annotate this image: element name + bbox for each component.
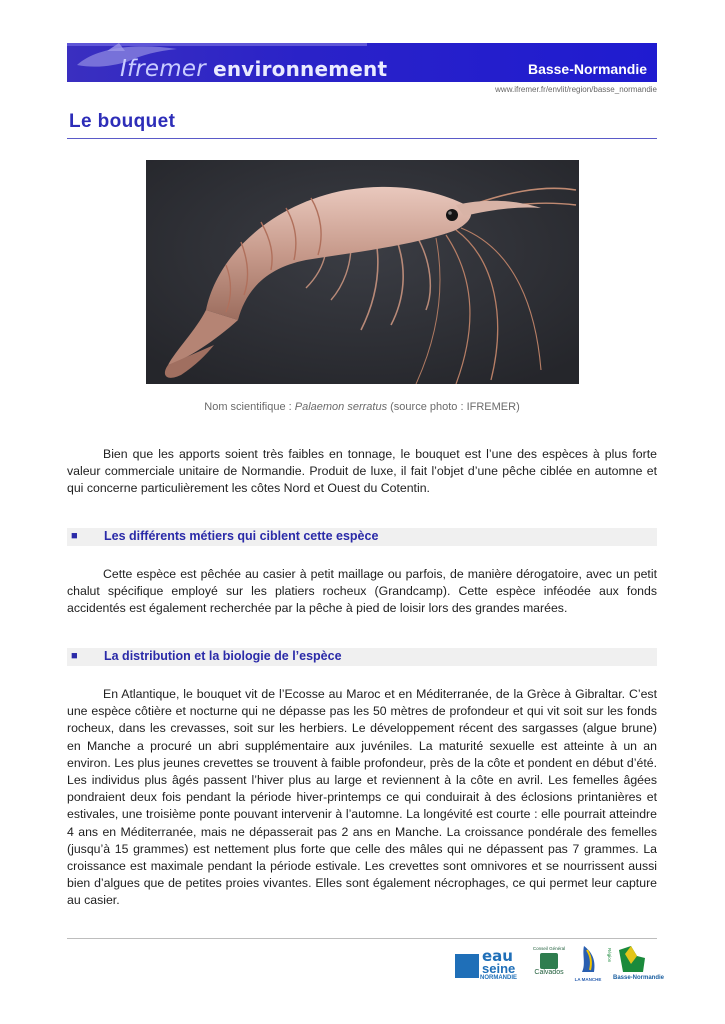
logo-calvados-top: Conseil Général xyxy=(532,946,566,951)
logo-region-basse-normandie-icon xyxy=(607,946,665,984)
region-label: Basse-Normandie xyxy=(527,61,647,77)
bullet-square-icon: ■ xyxy=(71,650,78,662)
shrimp-illustration-icon xyxy=(146,160,579,384)
section-header-metiers xyxy=(67,528,657,546)
logo-calvados-icon xyxy=(529,946,569,984)
brand-environnement: environnement xyxy=(213,57,388,81)
bullet-square-icon: ■ xyxy=(71,530,78,542)
brand-ifremer: Ifremer xyxy=(120,56,206,82)
caption-species: Palaemon serratus xyxy=(294,401,388,413)
logo-region-top: Région xyxy=(607,948,612,963)
section-header-distribution xyxy=(67,648,657,666)
section-title-metiers: Les différents métiers qui ciblent cette espèce xyxy=(104,529,379,543)
footer-divider xyxy=(67,938,657,939)
region-shape-icon xyxy=(617,946,647,974)
section-text-metiers: Cette espèce est pêchée au casier à petit maillage ou parfois, de manière dérogatoire, avec un petit chalut spécifique employé sur les platiers rocheux (Grandcamp). Cette espèce inféodée aux fonds accidentés est également recherchée par la pêche à pied de loisir lors des grandes marées. xyxy=(67,567,657,616)
logo-eau-seine-normandie-icon xyxy=(455,948,525,982)
logo-normandie-text: NORMANDIE xyxy=(480,975,517,981)
partner-logos xyxy=(455,946,665,984)
logo-la-manche-icon xyxy=(573,946,603,984)
page-title: Le bouquet xyxy=(69,111,176,132)
caption-prefix: Nom scientifique : xyxy=(204,401,295,413)
header-banner xyxy=(67,43,657,82)
logo-eau-text: eau xyxy=(482,947,513,965)
logo-manche-text: LA MANCHE xyxy=(574,977,602,982)
logo-region-text: Basse-Normandie xyxy=(613,975,665,981)
title-divider xyxy=(67,138,657,139)
shrimp-photo xyxy=(146,160,579,384)
logo-calvados-text: Calvados xyxy=(534,969,564,976)
manche-shape-icon xyxy=(578,946,598,972)
caption-suffix: (source photo : IFREMER) xyxy=(387,401,520,413)
brand-name xyxy=(120,56,387,82)
intro-paragraph: Bien que les apports soient très faibles en tonnage, le bouquet est l’une des espèces à plus forte valeur commerciale unitaire de Normandie. Produit de luxe, il fait l’objet d’une pêche ciblée en automne et qui concerne particulièrement les côtes Nord et Ouest du Cotentin. xyxy=(67,447,657,496)
logo-seine-text: seine xyxy=(482,961,516,976)
header-url[interactable]: www.ifremer.fr/envlit/region/basse_normandie xyxy=(495,85,657,94)
photo-caption xyxy=(67,401,657,413)
section-text-distribution: En Atlantique, le bouquet vit de l’Ecosse au Maroc et en Méditerranée, de la Grèce à Gibraltar. C’est une espèce côtière et nocturne qui ne dépasse pas les 50 mètres de profondeur et qui vit soit sur les fonds rocheux, dans les crevasses, soit sur les herbiers. Le développement récent des sargasses (algue brune) en Manche a procuré un abri supplémentaire aux juvéniles. La maturité sexuelle est atteinte à un an environ. Les plus jeunes crevettes se trouvent à faible profondeur, près de la côte et pondent en début d’été. Les individus plus âgés passent l’hiver plus au large et reviennent à la côte en avril. Les femelles âgées pondraient deux fois pendant la période hiver-printemps ce qui conduirait à des éclosions printanières et estivales, une troisième ponte pouvant intervenir à l’automne. La longévité est courte : elle pourrait atteindre 4 ans en Méditerranée, mais ne dépasserait pas 2 ans en Manche. La croissance pondérale des femelles (jusqu’à 15 grammes) est nettement plus forte que celle des mâles qui ne dépassent pas 7 grammes. La croissance est maximale pendant la période estivale. Les crevettes sont omnivores et se nourrissent aussi bien d’algues que de petites proies vivantes. Elles sont également nécrophages, ce qui permet leur capture au casier. xyxy=(67,687,657,908)
section-title-distribution: La distribution et la biologie de l’espèce xyxy=(104,649,342,663)
